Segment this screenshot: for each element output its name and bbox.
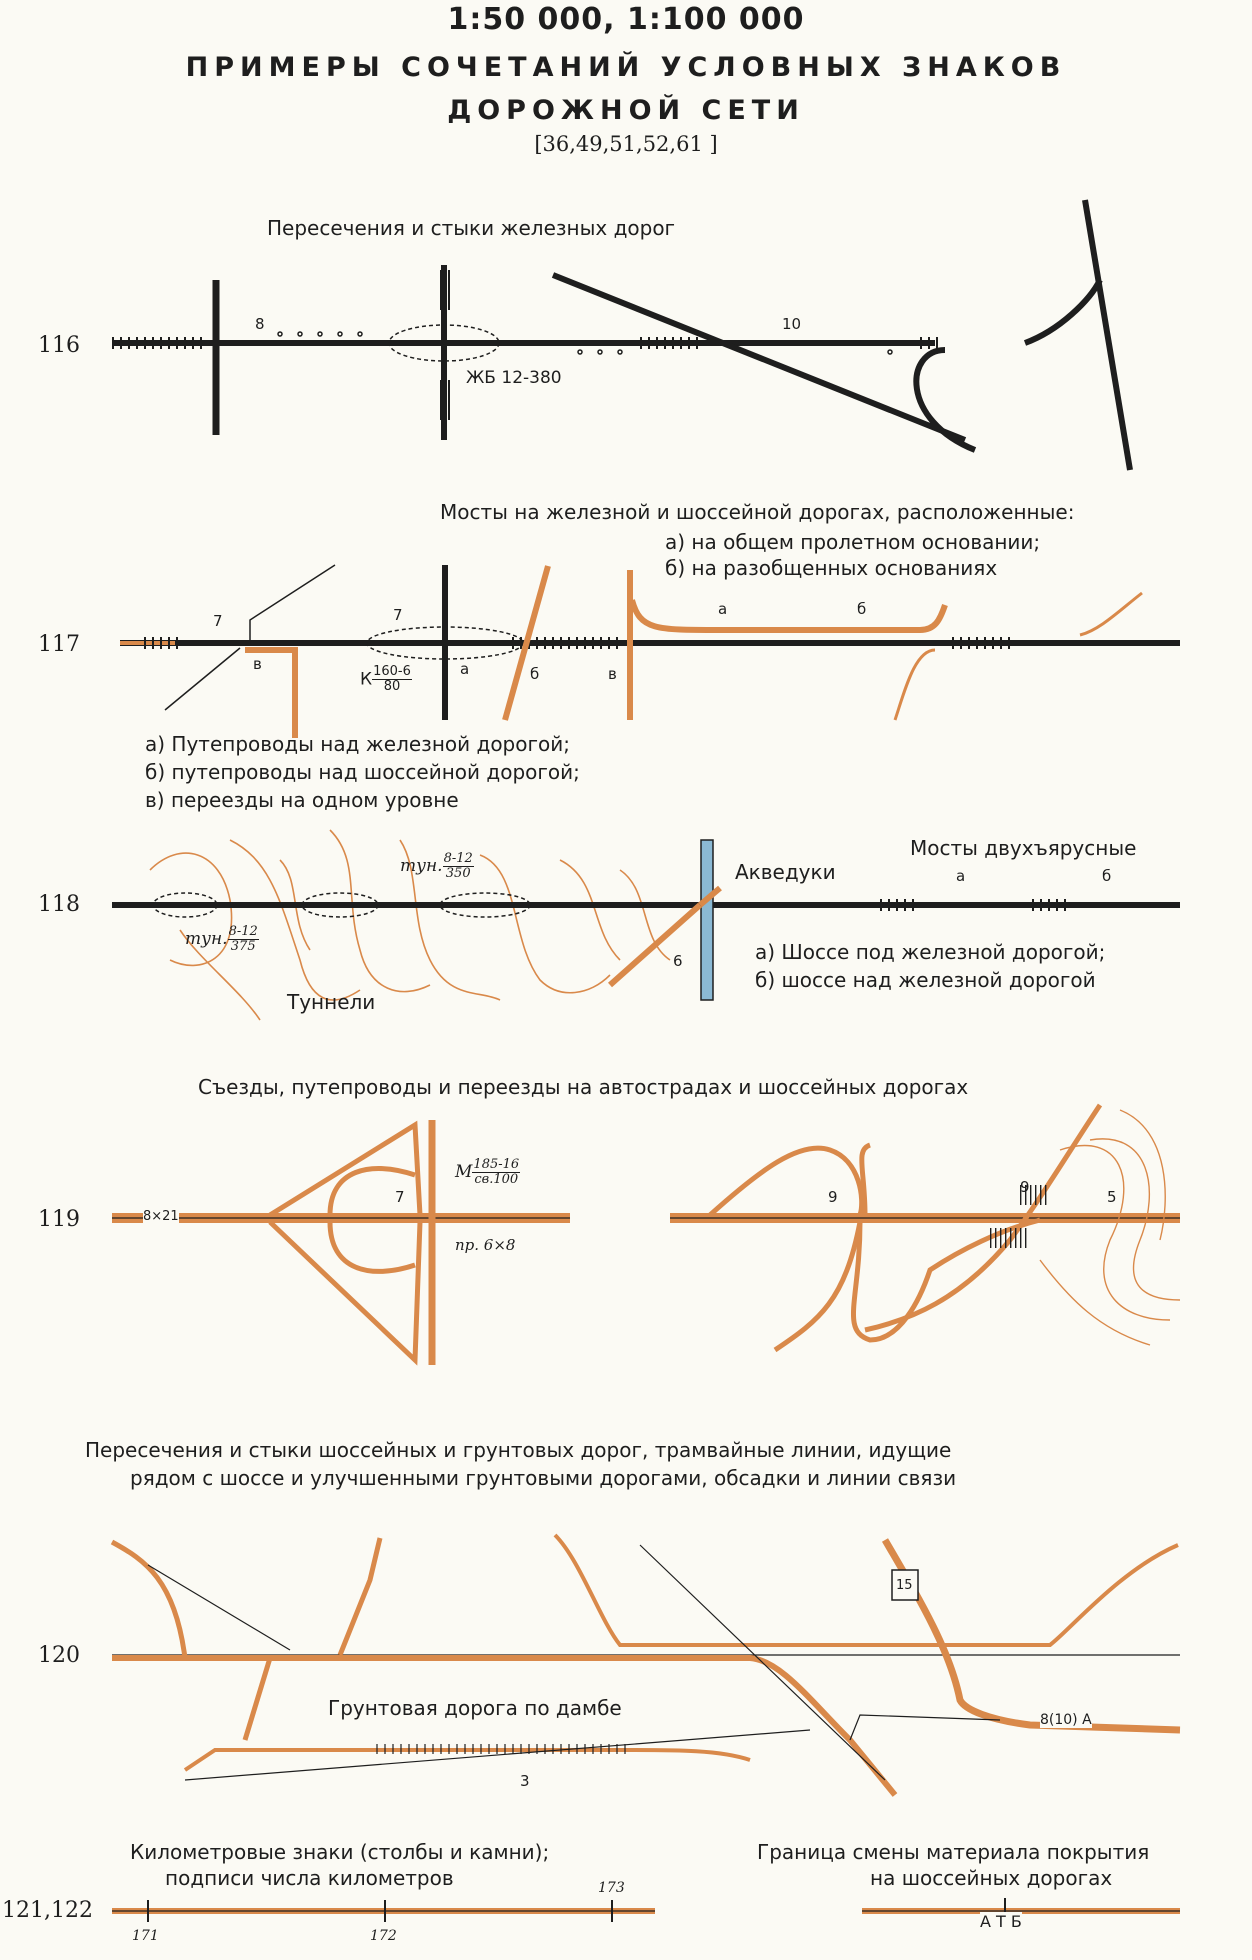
bridge-label-117	[360, 665, 412, 694]
interchanges-119	[112, 1105, 1180, 1365]
bridge-bot-117: 80	[383, 679, 401, 694]
label-119-7: 7	[395, 1188, 405, 1206]
tunnel-prefix-upper: тун.	[400, 856, 443, 876]
label-118-b: б	[1102, 867, 1112, 885]
bridge-top-117: 160-6	[373, 664, 411, 679]
label-116-8: 8	[255, 315, 265, 333]
road-label-120: 8(10) А	[1040, 1712, 1092, 1728]
label-117-v1: в	[253, 655, 262, 673]
tunnel-label-upper	[400, 852, 474, 881]
label-118-6: 6	[673, 952, 683, 970]
dam-road-label: Грунтовая дорога по дамбе	[328, 1696, 622, 1720]
road-number-15: 15	[896, 1578, 913, 1593]
label-117-7b: 7	[393, 606, 403, 624]
aqueducts-label: Акведуки	[735, 860, 836, 884]
section-number-121-122: 121,122	[2, 1898, 93, 1923]
page-title-line2: ДОРОЖНОЙ СЕТИ	[447, 95, 805, 126]
reference-numbers: [36,49,51,52,61 ]	[534, 132, 718, 156]
caption-120-line1: Пересечения и стыки шоссейных и грунтовых дорог, трамвайные линии, идущие	[85, 1438, 952, 1462]
section-number-120: 120	[38, 1643, 80, 1668]
label-117-b1: б	[530, 665, 540, 683]
note-117-a: а) Путепроводы над железной дорогой;	[145, 732, 570, 756]
caption-117-line1: Мосты на железной и шоссейной дорогах, расположенные:	[440, 500, 1075, 524]
caption-117-line3: б) на разобщенных основаниях	[665, 556, 998, 580]
km-label-172: 172	[370, 1928, 397, 1944]
road-junctions-120	[112, 1535, 1180, 1795]
label-117-7a: 7	[213, 612, 223, 630]
bridge-prefix-119: М	[455, 1162, 473, 1182]
caption-122-line2: на шоссейных дорогах	[870, 1866, 1113, 1890]
tunnel-top-lower: 8-12	[228, 924, 258, 939]
tunnel-prefix-lower: тун.	[185, 929, 228, 949]
road-width-119: 8×21	[143, 1209, 179, 1224]
note-117-b: б) путепроводы над шоссейной дорогой;	[145, 760, 580, 784]
bridge-bot-119: св.100	[474, 1172, 519, 1187]
bridge-fraction-119	[472, 1158, 520, 1187]
note-118-b: б) шоссе над железной дорогой	[755, 968, 1096, 992]
railway-crossings-116	[112, 200, 1130, 470]
bridge-top-119: 185-16	[473, 1157, 520, 1172]
page-title-line1: ПРИМЕРЫ СОЧЕТАНИЙ УСЛОВНЫХ ЗНАКОВ	[185, 52, 1067, 83]
caption-116: Пересечения и стыки железных дорог	[267, 216, 676, 240]
tunnel-fraction-lower	[228, 925, 259, 954]
tunnel-fraction-upper	[443, 852, 474, 881]
caption-122-line1: Граница смены материала покрытия	[757, 1840, 1150, 1864]
label-119-9a: 9	[828, 1188, 838, 1206]
label-116-10: 10	[782, 315, 802, 333]
caption-120-line2: рядом с шоссе и улучшенными грунтовыми дорогами, обсадки и линии связи	[130, 1466, 957, 1490]
label-119-9b: 9	[1020, 1178, 1030, 1196]
tunnel-bot-lower: 375	[230, 939, 256, 954]
section-number-117: 117	[38, 632, 80, 657]
section-number-119: 119	[38, 1207, 80, 1232]
tunnels-label: Туннели	[287, 990, 376, 1014]
caption-117-line2: а) на общем пролетном основании;	[665, 530, 1041, 554]
label-117-v2: в	[608, 665, 617, 683]
tunnel-bot-upper: 350	[445, 866, 471, 881]
note-118-a: а) Шоссе под железной дорогой;	[755, 940, 1106, 964]
label-117-a1: а	[460, 660, 470, 678]
caption-121-line2: подписи числа километров	[165, 1866, 454, 1890]
section-number-118: 118	[38, 892, 80, 917]
label-119-5: 5	[1107, 1188, 1117, 1206]
bridges-two-tier-title: Мосты двухъярусные	[910, 836, 1137, 860]
bridge-label-119	[455, 1158, 520, 1187]
label-120-3: 3	[520, 1772, 530, 1790]
km-label-171: 171	[132, 1928, 159, 1944]
surface-change-label: А Т Б	[980, 1912, 1022, 1931]
tunnel-top-upper: 8-12	[443, 851, 473, 866]
note-117-v: в) переезды на одном уровне	[145, 788, 459, 812]
caption-119: Съезды, путепроводы и переезды на автострадах и шоссейных дорогах	[198, 1075, 969, 1099]
label-117-a2: а	[718, 600, 728, 618]
bridge-fraction-117	[372, 665, 412, 694]
label-118-a: а	[956, 867, 966, 885]
km-label-173: 173	[598, 1880, 625, 1896]
scale-heading: 1:50 000, 1:100 000	[447, 2, 805, 37]
tunnel-label-lower	[185, 925, 259, 954]
bridge-prefix-117: К	[360, 669, 373, 690]
bridge-label-116: ЖБ 12-380	[466, 368, 562, 388]
bridges-117	[120, 565, 1180, 738]
overpass-label-119: пр. 6×8	[455, 1236, 516, 1254]
label-117-b2: б	[857, 600, 867, 618]
section-number-116: 116	[38, 333, 80, 358]
caption-121-line1: Километровые знаки (столбы и камни);	[130, 1840, 550, 1864]
